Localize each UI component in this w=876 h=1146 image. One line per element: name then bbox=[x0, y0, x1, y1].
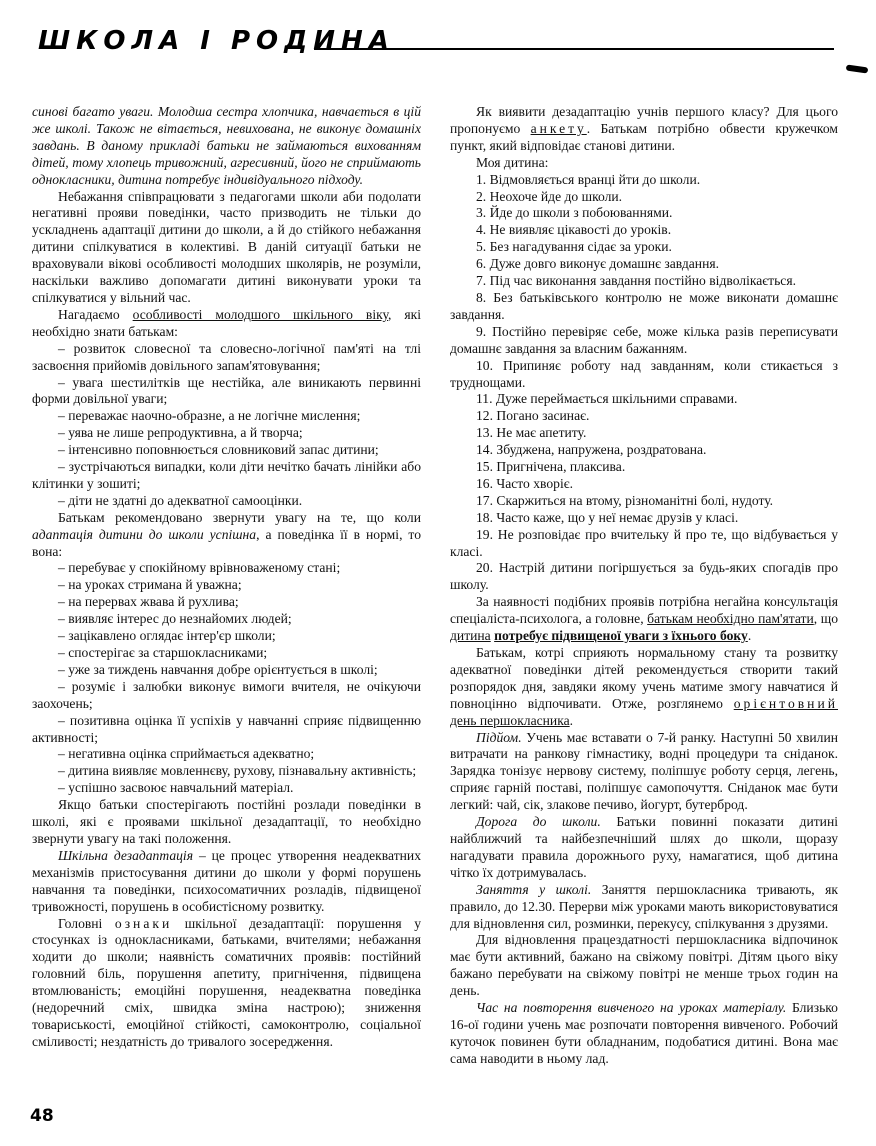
questionnaire-item: 20. Настрій дитини погіршується за будь-яких спогадів про школу. bbox=[450, 560, 838, 593]
list-item: – діти не здатні до адекватної самооцінки. bbox=[58, 492, 303, 508]
list-item: – на перервах жвава й рухлива; bbox=[58, 594, 239, 610]
emphasis: дитина bbox=[450, 628, 491, 644]
list-item: – розвиток словесної та словесно-логічної пам'яті на тлі засвоєння прийомів довільного запам'ятовування; bbox=[32, 340, 421, 373]
list-item: – дитина виявляє мовленнєву, рухову, пізнавальну активність; bbox=[58, 763, 417, 779]
list-item: – позитивна оцінка її успіхів у навчанні сприяє підвищенню активності; bbox=[32, 712, 421, 745]
strong-emphasis: потребує підвищеної уваги з їхнього боку bbox=[494, 628, 748, 644]
questionnaire-item: 15. Пригнічена, плаксива. bbox=[476, 459, 626, 475]
age-features-link: особливості молодшого шкільного віку bbox=[132, 306, 388, 322]
spaced-word: ознаки bbox=[114, 915, 173, 931]
text: Батькам, котрі сприяють нормальному стану та розвитку адекватної поведінки дітей рекомендується створити такий розпорядок дня, завдяки якому учень матиме змогу навчатися й повноцінно відпочивати. Отже, розглянемо bbox=[450, 645, 838, 711]
paragraph bbox=[450, 730, 838, 815]
questionnaire-item: 11. Дуже переймається шкільними справами. bbox=[476, 391, 738, 407]
questionnaire-item: 5. Без нагадування сідає за уроки. bbox=[476, 239, 672, 255]
paragraph: Якщо батьки спостерігають постійні розлади поведінки в школі, які є проявами шкільної дезадаптації, то необхідно звернути увагу на такі положення. bbox=[32, 797, 421, 846]
questionnaire-title: Моя дитина: bbox=[476, 154, 549, 170]
questionnaire-item: 17. Скаржиться на втому, різноманітні болі, нудоту. bbox=[476, 492, 774, 508]
paragraph bbox=[450, 104, 838, 155]
paragraph bbox=[32, 916, 421, 1051]
schedule-link: день першокласника bbox=[450, 712, 570, 728]
subheading: Підйом. bbox=[476, 729, 522, 745]
paragraph bbox=[450, 814, 838, 882]
paragraph bbox=[450, 594, 838, 645]
questionnaire-item: 7. Під час виконання завдання постійно відволікається. bbox=[476, 273, 796, 289]
text: Як виявити дезадаптацію учнів першого класу? Для цього пропонуємо bbox=[450, 104, 838, 136]
list-item: – негативна оцінка сприймається адекватно; bbox=[58, 746, 315, 762]
list-item: – інтенсивно поповнюється словниковий запас дитини; bbox=[58, 442, 379, 458]
corner-mark bbox=[846, 64, 869, 73]
spaced-word: орієнтовний bbox=[733, 695, 838, 711]
questionnaire-item: 18. Часто каже, що у неї немає друзів у класі. bbox=[476, 509, 739, 525]
text: За наявності подібних проявів потрібна негайна консультація спеціаліста-психолога, а головне, bbox=[450, 594, 838, 627]
questionnaire-item: 16. Часто хворіє. bbox=[476, 475, 573, 491]
subheading: Час на повторення вивченого на уроках матеріалу. bbox=[476, 1000, 787, 1016]
text: Нагадаємо bbox=[58, 306, 133, 322]
paragraph: Для відновлення працездатності першокласника відпочинок має бути активний, бажано на свіжому повітрі. Дітям цього віку бажано перебувати на свіжому повітрі не менше трьох годин на день. bbox=[450, 932, 838, 999]
questionnaire-item: 9. Постійно перевіряє себе, може кілька разів переписувати домашнє завдання за власним бажанням. bbox=[450, 323, 838, 356]
paragraph bbox=[450, 645, 838, 730]
text: Батькам рекомендовано звернути увагу на те, що коли bbox=[58, 509, 421, 525]
text: шкільної дезадаптації: порушення у стосунках із однокласниками, батьками, вчителями; небажання ходити до школи; наявність соматичних проявів: постійний головний біль, порушення апетиту, пригнічення, підвищена втомлюваність; емоційні порушення, неадекватна поведінка (недоречний сміх, швидка зміна настрою); зниження товариськості, емоційної стійкості, самоконтролю, соціальної сміливості; нездатність до тривалого зосередження. bbox=[32, 915, 422, 1049]
text: , що bbox=[813, 611, 838, 627]
paragraph: Небажання співпрацювати з педагогами школи аби подолати негативні прояви поведінки, часто призводить не тільки до ускладнень адаптації дитини до школи, а й до стійкого небажання дитини спілкуватися в колективі. В даній ситуації батьки не враховували вікові особливості молодших школярів, не розуміли, наскільки важливо допомагати дитині виконувати уроки та спілкуватися у вільний час. bbox=[32, 188, 421, 305]
term: Шкільна дезадаптація bbox=[58, 847, 194, 863]
list-item: – розуміє і залюбки виконує вимоги вчителя, не очікуючи заохочень; bbox=[32, 678, 421, 711]
questionnaire-item: 1. Відмовляється вранці йти до школи. bbox=[476, 171, 701, 187]
section-title: ШКОЛА І РОДИНА bbox=[38, 26, 395, 56]
text: Заняття першокласника тривають, як правило, до 12.30. Перерви між уроками мають використовуватися для відновлення сил, розминки, перекусу, спілкування з друзями. bbox=[450, 881, 838, 931]
questionnaire-item: 13. Не має апетиту. bbox=[476, 425, 587, 441]
list-item: – зустрічаються випадки, коли діти нечітко бачать лінійки або клітинки у зошиті; bbox=[32, 459, 421, 491]
subheading: Дорога до школи. bbox=[476, 814, 601, 830]
list-item: – на уроках стримана й уважна; bbox=[58, 577, 242, 593]
paragraph bbox=[450, 1000, 838, 1068]
paragraph bbox=[32, 848, 421, 916]
questionnaire-item: 12. Погано засинає. bbox=[476, 408, 590, 424]
emphasis: батькам необхідно пам'ятати bbox=[647, 611, 814, 627]
list-item: – зацікавлено оглядає інтер'єр школи; bbox=[58, 628, 276, 644]
questionnaire-item: 8. Без батьківського контролю не може виконати домашнє завдання. bbox=[450, 289, 838, 322]
questionnaire-item: 10. Припиняє роботу над завданням, коли стикається з труднощами. bbox=[450, 357, 838, 390]
subheading: Заняття у школі. bbox=[476, 881, 592, 897]
left-column bbox=[32, 104, 421, 1051]
list-item: – перебуває у спокійному врівноваженому стані; bbox=[58, 560, 341, 576]
right-column bbox=[450, 104, 838, 1068]
text: . Батькам потрібно обвести кружечком пункт, який відповідає станові дитини. bbox=[450, 120, 838, 153]
emphasis: адаптація дитини до школи успішна bbox=[32, 526, 257, 542]
text: – це процес утворення неадекватних механізмів пристосування дитини до школи у формі порушень навчання та поведінки, психосоматичних розладів, підвищеної тривожності, порушень в особистісному розвитку. bbox=[32, 847, 421, 914]
questionnaire-item: 19. Не розповідає про вчительку й про те, що відбувається у класі. bbox=[450, 526, 838, 559]
text: , які необхідно знати батькам: bbox=[32, 306, 421, 339]
text: Близько 16-ої години учень має розпочати повторення вивченого. Робочий куточок повинен бути обладнаним, подобатися дитині. Вона має сама наводити в ньому лад. bbox=[450, 1000, 838, 1066]
list-item: – уже за тиждень навчання добре орієнтується в школі; bbox=[58, 661, 378, 677]
page-number: 48 bbox=[30, 1106, 54, 1126]
text: Головні bbox=[58, 915, 115, 931]
list-item: – успішно засвоює навчальний матеріал. bbox=[58, 780, 294, 796]
list-item: – увага шестилітків ще нестійка, але виникають первинні форми довільної уваги; bbox=[32, 374, 421, 407]
paragraph bbox=[32, 307, 421, 341]
text: , а поведінка її в нормі, то вона: bbox=[32, 526, 421, 559]
header-rule bbox=[314, 48, 834, 50]
list-item: – спостерігає за старшокласниками; bbox=[58, 645, 268, 660]
list-item: – уява не лише репродуктивна, а й творча; bbox=[58, 425, 303, 441]
questionnaire-item: 4. Не виявляє цікавості до уроків. bbox=[476, 222, 672, 238]
list-item: – переважає наочно-образне, а не логічне мислення; bbox=[58, 408, 361, 424]
questionnaire-link: анкету bbox=[530, 120, 587, 136]
questionnaire-item: 14. Збуджена, напружена, роздратована. bbox=[476, 442, 707, 458]
questionnaire-item: 2. Неохоче йде до школи. bbox=[476, 188, 623, 204]
text: Батьки повинні показати дитині найближчий та найбезпечніший шлях до школи, щоразу нагадувати правила дорожнього руху, намагатися, щоб дитина чітко їх дотримувалась. bbox=[450, 814, 839, 880]
questionnaire-item: 3. Йде до школи з побоюваннями. bbox=[476, 205, 673, 221]
page-header bbox=[38, 26, 838, 60]
paragraph bbox=[450, 882, 838, 933]
questionnaire-item: 6. Дуже довго виконує домашнє завдання. bbox=[476, 256, 720, 272]
text: . bbox=[569, 712, 574, 728]
list-item: – виявляє інтерес до незнайомих людей; bbox=[58, 611, 292, 627]
text: Учень має вставати о 7-й ранку. Наступні 50 хвилин витрачати на ранкову гімнастику, водні процедури та сніданок. Зарядка тонізує нервову систему, поліпшує роботу серця, легень, сприяє гарній поставі, поліпшує самопочуття. Сніданок має бути легкий: чай, сік, злакове печиво, йогурт, бутерброд. bbox=[450, 729, 838, 813]
paragraph bbox=[32, 510, 421, 561]
text: . bbox=[747, 628, 752, 644]
intro-paragraph: синові багато уваги. Молодша сестра хлопчика, навчається в цій же школі. Також не вітається, невихована, не виконує домашніх завдань. В даному прикладі батьки не займаються вихованням дітей, тому хлопець тривожний, агресивний, його не сприймають однокласники, дитина потребує індивідуального підходу. bbox=[32, 104, 421, 187]
